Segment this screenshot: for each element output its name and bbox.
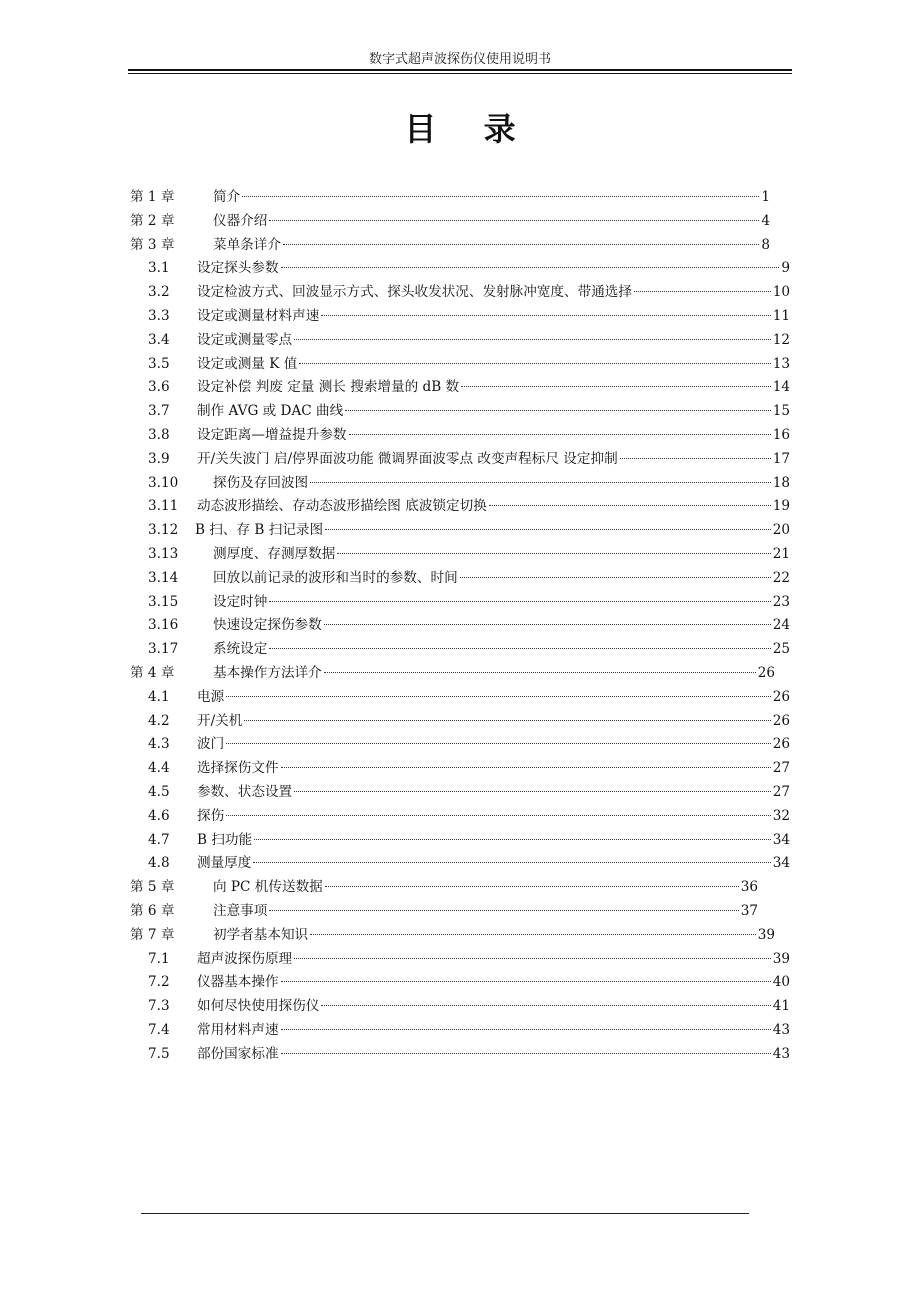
toc-leader-dots <box>299 363 770 364</box>
toc-leader-dots <box>281 767 771 768</box>
toc-leader-dots <box>226 696 771 697</box>
toc-entry-number: 3.17 <box>148 641 179 658</box>
toc-entry-number: 3.8 <box>148 427 170 443</box>
toc-entry-number: 第 6 章 <box>130 903 175 919</box>
toc-entry-title: 选择探伤文件 <box>197 760 279 777</box>
toc-entry-number: 3.1 <box>148 260 170 277</box>
toc-entry[interactable] <box>148 781 790 803</box>
toc-entry[interactable] <box>148 852 790 874</box>
toc-entry-number: 3.10 <box>148 474 179 491</box>
toc-entry-title: B 扫功能 <box>197 831 253 848</box>
toc-entry-page: 16 <box>772 427 790 443</box>
toc-entry-page: 14 <box>772 379 790 396</box>
toc-leader-dots <box>254 839 771 840</box>
toc-entry[interactable] <box>130 234 770 256</box>
toc-entry-page: 40 <box>772 974 790 991</box>
toc-entry-number: 3.11 <box>148 498 179 515</box>
toc-entry[interactable] <box>148 567 790 589</box>
toc-leader-dots <box>269 220 759 221</box>
toc-entry-number: 7.3 <box>148 998 170 1015</box>
toc-entry-title: 开/关失波门 启/停界面波功能 微调界面波零点 改变声程标尺 设定抑制 <box>197 450 618 467</box>
toc-leader-dots <box>324 672 756 673</box>
toc-entry-title: 制作 AVG 或 DAC 曲线 <box>197 403 344 420</box>
toc-entry[interactable] <box>148 448 790 470</box>
toc-leader-dots <box>325 529 771 530</box>
toc-entry-page: 43 <box>772 1022 790 1038</box>
toc-entry-number: 3.14 <box>148 569 179 586</box>
toc-entry[interactable] <box>148 543 790 565</box>
toc-entry-page: 22 <box>772 569 790 586</box>
toc-entry-page: 43 <box>772 1045 790 1062</box>
toc-entry-page: 24 <box>772 617 790 634</box>
toc-leader-dots <box>324 624 771 625</box>
toc-entry-title: 常用材料声速 <box>197 1022 279 1038</box>
toc-entry-number: 3.7 <box>148 403 170 420</box>
toc-entry-page: 26 <box>772 688 790 705</box>
toc-entry-page: 9 <box>781 260 790 277</box>
toc-entry-title: 系统设定 <box>213 641 268 658</box>
toc-entry[interactable] <box>148 400 790 422</box>
toc-entry[interactable] <box>148 472 790 494</box>
toc-leader-dots <box>226 743 771 744</box>
toc-entry-title: 设定距离—增益提升参数 <box>197 427 347 443</box>
toc-leader-dots <box>321 315 770 316</box>
toc-entry-title: 设定或测量 K 值 <box>197 355 298 372</box>
toc-entry[interactable] <box>130 900 758 922</box>
toc-leader-dots <box>325 886 739 887</box>
toc-entry-title: 基本操作方法详介 <box>213 665 322 681</box>
toc-leader-dots <box>620 458 771 459</box>
toc-leader-dots <box>294 791 771 792</box>
toc-entry-title: 设定或测量零点 <box>197 331 293 348</box>
toc-entry-title: 仪器基本操作 <box>197 974 279 991</box>
toc-entry-number: 第 2 章 <box>130 212 175 229</box>
toc-leader-dots <box>294 339 771 340</box>
toc-entry-page: 36 <box>740 879 758 896</box>
toc-entry-title: 测厚度、存测厚数据 <box>213 546 336 562</box>
toc-entry[interactable] <box>148 733 790 755</box>
toc-entry-page: 21 <box>772 546 790 562</box>
toc-entry-page: 34 <box>772 831 790 848</box>
toc-entry-title: 开/关机 <box>197 712 243 729</box>
toc-entry-page: 23 <box>772 593 790 610</box>
toc-entry-page: 17 <box>772 450 790 467</box>
toc-entry-number: 第 7 章 <box>130 926 175 943</box>
toc-entry-page: 8 <box>761 236 770 253</box>
toc-entry-number: 3.4 <box>148 331 170 348</box>
toc-entry-number: 7.1 <box>148 950 170 967</box>
toc-entry-title: 菜单条详介 <box>213 236 281 253</box>
toc-entry-page: 26 <box>772 736 790 753</box>
toc-entry-number: 3.13 <box>148 546 179 562</box>
toc-leader-dots <box>489 505 771 506</box>
toc-entry-title: 注意事项 <box>213 903 268 919</box>
toc-entry-title: 动态波形描绘、存动态波形描绘图 底波锁定切换 <box>197 498 487 515</box>
toc-entry-title: 设定时钟 <box>213 593 268 610</box>
toc-entry-number: 4.4 <box>148 760 170 777</box>
footer-rule <box>141 1213 749 1214</box>
toc-leader-dots <box>269 648 770 649</box>
running-header: 数字式超声波探伤仪使用说明书 <box>368 52 551 67</box>
toc-entry-page: 39 <box>757 926 775 943</box>
toc-entry[interactable] <box>148 995 790 1017</box>
toc-entry-number: 4.7 <box>148 831 170 848</box>
toc-entry-number: 3.15 <box>148 593 179 610</box>
page-title: 目 录 <box>404 110 534 148</box>
toc-leader-dots <box>281 981 771 982</box>
toc-entry-page: 15 <box>772 403 790 420</box>
toc-leader-dots <box>281 1029 771 1030</box>
toc-entry[interactable] <box>148 376 790 398</box>
toc-entry-number: 3.16 <box>148 617 179 634</box>
toc-entry-page: 26 <box>757 665 775 681</box>
toc-leader-dots <box>283 244 759 245</box>
toc-entry-page: 37 <box>740 903 758 919</box>
toc-entry[interactable] <box>130 662 775 684</box>
toc-leader-dots <box>321 1005 770 1006</box>
toc-entry[interactable] <box>130 186 770 208</box>
toc-entry-number: 4.6 <box>148 807 170 824</box>
toc-entry-number: 4.5 <box>148 784 170 800</box>
toc-entry-page: 13 <box>772 355 790 372</box>
toc-entry[interactable] <box>148 1019 790 1041</box>
toc-leader-dots <box>461 386 771 387</box>
toc-leader-dots <box>281 1053 771 1054</box>
toc-entry-title: B 扫、存 B 扫记录图 <box>195 522 324 539</box>
toc-leader-dots <box>269 910 738 911</box>
toc-leader-dots <box>349 434 771 435</box>
toc-entry[interactable] <box>148 710 790 732</box>
header-rule <box>128 69 792 74</box>
toc-entry-number: 第 3 章 <box>130 236 175 253</box>
toc-entry-title: 简介 <box>213 189 241 205</box>
toc-leader-dots <box>310 934 756 935</box>
toc-entry[interactable] <box>148 614 790 636</box>
toc-entry[interactable] <box>148 353 790 375</box>
toc-leader-dots <box>226 815 771 816</box>
toc-entry-title: 仪器介绍 <box>213 212 268 229</box>
toc-entry-number: 3.6 <box>148 379 170 396</box>
toc-entry-title: 探伤 <box>197 807 225 824</box>
toc-entry-page: 41 <box>772 998 790 1015</box>
toc-entry-number: 第 1 章 <box>130 189 175 205</box>
toc-leader-dots <box>281 267 780 268</box>
toc-leader-dots <box>337 553 770 554</box>
toc-entry[interactable] <box>148 305 790 327</box>
toc-entry-page: 4 <box>761 212 770 229</box>
toc-entry-number: 7.2 <box>148 974 170 991</box>
toc-leader-dots <box>345 410 771 411</box>
toc-entry[interactable] <box>148 1043 790 1065</box>
toc-entry-title: 快速设定探伤参数 <box>213 617 322 634</box>
toc-leader-dots <box>242 196 759 197</box>
toc-leader-dots <box>634 291 771 292</box>
toc-entry[interactable] <box>148 686 790 708</box>
toc-entry[interactable] <box>148 638 790 660</box>
toc-entry-title: 部份国家标准 <box>197 1045 279 1062</box>
toc-entry-number: 第 4 章 <box>130 665 175 681</box>
toc-entry-title: 电源 <box>197 688 225 705</box>
toc-entry-number: 3.5 <box>148 355 170 372</box>
toc-entry-number: 7.4 <box>148 1022 170 1038</box>
toc-entry[interactable] <box>148 329 790 351</box>
toc-entry-page: 18 <box>772 474 790 491</box>
toc-entry[interactable] <box>148 591 790 613</box>
toc-entry[interactable] <box>148 971 790 993</box>
toc-leader-dots <box>269 601 770 602</box>
toc-entry-page: 19 <box>772 498 790 515</box>
toc-leader-dots <box>253 862 770 863</box>
toc-entry[interactable] <box>148 829 790 851</box>
toc-entry[interactable] <box>148 948 790 970</box>
toc-entry[interactable] <box>148 805 790 827</box>
toc-entry-page: 10 <box>772 284 790 301</box>
toc-entry-title: 设定或测量材料声速 <box>197 308 320 324</box>
toc-entry-title: 设定探头参数 <box>197 260 279 277</box>
toc-entry-title: 设定检波方式、回波显示方式、探头收发状况、发射脉冲宽度、带通选择 <box>197 284 632 301</box>
toc-entry-title: 设定补偿 判废 定量 测长 搜索增量的 dB 数 <box>197 379 460 396</box>
toc-entry-title: 探伤及存回波图 <box>213 474 309 491</box>
toc-entry-title: 向 PC 机传送数据 <box>213 879 323 896</box>
toc-leader-dots <box>244 720 770 721</box>
toc-entry-page: 34 <box>772 855 790 872</box>
toc-entry-title: 波门 <box>197 736 225 753</box>
toc-entry-page: 1 <box>761 189 770 205</box>
toc-entry[interactable] <box>130 924 775 946</box>
toc-entry-title: 回放以前记录的波形和当时的参数、时间 <box>213 569 458 586</box>
toc-entry-number: 4.8 <box>148 855 170 872</box>
toc-entry[interactable] <box>148 424 790 446</box>
toc-entry-page: 20 <box>772 522 790 539</box>
toc-entry-title: 测量厚度 <box>197 855 252 872</box>
toc-entry-number: 4.2 <box>148 712 170 729</box>
toc-entry-number: 3.2 <box>148 284 170 301</box>
toc-entry[interactable] <box>148 757 790 779</box>
toc-entry[interactable] <box>148 281 790 303</box>
toc-entry[interactable] <box>148 495 790 517</box>
toc-entry-title: 初学者基本知识 <box>213 926 309 943</box>
toc-entry[interactable] <box>148 257 790 279</box>
toc-entry-number: 3.12 <box>148 522 179 539</box>
toc-entry-title: 超声波探伤原理 <box>197 950 293 967</box>
toc-entry-page: 27 <box>772 784 790 800</box>
toc-entry-page: 32 <box>772 807 790 824</box>
toc-entry-page: 11 <box>772 308 790 324</box>
toc-entry-page: 27 <box>772 760 790 777</box>
toc-leader-dots <box>310 482 771 483</box>
toc-entry-number: 3.3 <box>148 308 170 324</box>
toc-entry-page: 39 <box>772 950 790 967</box>
toc-entry[interactable] <box>130 210 770 232</box>
toc-entry[interactable] <box>130 876 758 898</box>
toc-entry[interactable] <box>148 519 790 541</box>
toc-entry-page: 25 <box>772 641 790 658</box>
toc-entry-number: 第 5 章 <box>130 879 175 896</box>
toc-entry-title: 参数、状态设置 <box>197 784 293 800</box>
toc-entry-number: 3.9 <box>148 450 170 467</box>
toc-leader-dots <box>460 577 771 578</box>
toc-entry-number: 4.3 <box>148 736 170 753</box>
toc-entry-page: 12 <box>772 331 790 348</box>
toc-entry-number: 4.1 <box>148 688 170 705</box>
toc-entry-title: 如何尽快使用探伤仪 <box>197 998 320 1015</box>
toc-entry-page: 26 <box>772 712 790 729</box>
toc-leader-dots <box>294 958 771 959</box>
toc-entry-number: 7.5 <box>148 1045 170 1062</box>
